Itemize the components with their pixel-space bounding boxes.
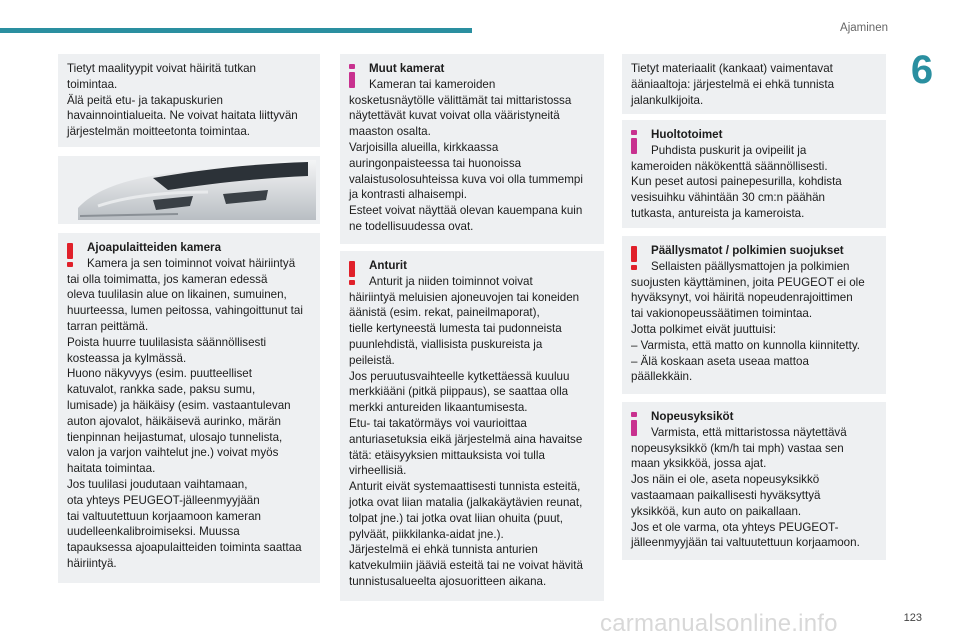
info-first-line: Puhdista puskurit ja ovipeilit ja: [651, 143, 807, 157]
materials-note: [622, 54, 886, 114]
warning-first-line: Sellaisten päällysmattojen ja polkimien: [651, 259, 850, 273]
info-icon: [627, 411, 641, 437]
info-body: kosketusnäytölle välittämät tai mittaristossa näytettävät kuvat voivat olla vääristyneitä maaston osalta. Varjoisilla alueilla, kirkkaassa auringonpaisteessa tai huonoissa valaistusolosuhteissa kuva voi olla tummempi ja kontrasti alhaisempi. Esteet voivat näyttää olevan kauempana kuin ne todellisuudessa ovat.: [349, 93, 583, 233]
speed-units-info: [622, 402, 886, 560]
warning-exclamation-icon: [345, 260, 359, 286]
warning-body: häiriintyä meluisien ajoneuvojen tai koneiden äänistä (esim. rekat, paineilmaporat), tielle kertyneestä lumesta tai pudonneista puunlehdistä, viallisista puskureista ja peileistä. Jos peruutusvaihteelle kytkettäessä kuuluu merkkiääni (pitkä piippaus), se saattaa olla merkki antureiden likaantumisesta. Etu- tai takatörmäys voi vaurioittaa anturiasetuksia eikä järjestelmä aina havaitse tätä: etäisyyksien mittauksista voi tulla virheellisiä. Anturit eivät systemaattisesti tunnista esteitä, jotka ovat liian matalia (jalkakäytävien reunat, tolpat jne.) tai jotka ovat liian ohuita (puut, pylväät, piikkilanka-aidat jne.). Järjestelmä ei ehkä tunnista anturien katvekulmiin jääviä esteitä tai ne voivat hävitä tunnistusalueelta ajosuoritteen aikana.: [349, 290, 583, 588]
warning-exclamation-icon: [627, 245, 641, 271]
warning-body: suojusten käyttäminen, joita PEUGEOT ei ole hyväksynyt, voi häiritä nopeudenrajoittimen tai vakionopeussäätimen toimintaa. Jotta polkimet eivät juuttuisi: – Varmista, että matto on kunnolla kiinnitetty. – Älä koskaan aseta useaa mattoa päällekkäin.: [631, 275, 865, 384]
camera-warning: [58, 233, 320, 583]
warning-title: Anturit: [369, 259, 407, 272]
warning-first-line: Anturit ja niiden toiminnot voivat: [369, 274, 533, 288]
header-accent-bar: [0, 28, 472, 33]
note-text: Tietyt materiaalit (kankaat) vaimentavat ääniaaltoja: järjestelmä ei ehkä tunnista jalankulkijoita.: [631, 62, 835, 107]
car-front-illustration: [58, 156, 320, 224]
info-icon: [627, 129, 641, 155]
page-number: 123: [903, 612, 922, 624]
warning-block: [67, 240, 312, 572]
info-title: Muut kamerat: [369, 62, 445, 75]
info-first-line: Varmista, että mittaristossa näytettävä: [651, 425, 847, 439]
warning-exclamation-icon: [63, 242, 77, 268]
sensors-warning: [340, 251, 604, 601]
info-title: Huoltotoimet: [651, 128, 723, 141]
maintenance-info: [622, 120, 886, 228]
other-cameras-info: [340, 54, 604, 244]
warning-title: Ajoapulaitteiden kamera: [87, 241, 222, 254]
section-title: Ajaminen: [840, 22, 888, 34]
info-icon: [345, 63, 359, 89]
info-body: nopeusyksikkö (km/h tai mph) vastaa sen maan yksikköä, jossa ajat. Jos näin ei ole, aseta nopeusyksikkö vastaamaan paikallisesti hyväksyttyä yksikköä, kun auto on paikallaan. Jos et ole varma, ota yhteys PEUGEOT- jälleenmyyjään tai valtuutettuun korjaamoon.: [631, 441, 860, 550]
warning-body: tai olla toimimatta, jos kameran edessä oleva tuulilasin alue on likainen, sumuinen, huurteessa, lumen peitossa, vahingoittunut tai tarran peittämä. Poista huurre tuulilasista säännöllisesti kosteassa ja kylmässä. Huono näkyvyys (esim. puutteelliset katuvalot, rankka sade, paksu sumu, lumisade) ja häikäisy (esim. vastaantulevan auton ajovalot, häikäisevä aurinko, märän tienpinnan heijastumat, ulosajo tunnelista, valon ja varjon vaihtelut jne.) voivat myös haitata toimintaa. Jos tuulilasi joudutaan vaihtamaan, ota yhteys PEUGEOT-jälleenmyyjään tai valtuutettuun korjaamoon kameran uudelleenkalibroimiseksi. Muussa tapauksessa ajoapulaitteiden toiminta saattaa häiriintyä.: [67, 272, 303, 570]
radar-paint-note: [58, 54, 320, 147]
warning-title: Päällysmatot / polkimien suojukset: [651, 244, 844, 257]
info-body: kameroiden näkökenttä säännöllisesti. Kun peset autosi painepesurilla, kohdista vesisuihku vähintään 30 cm:n päähän tutkasta, antureista ja kameroista.: [631, 159, 842, 220]
warning-first-line: Kamera ja sen toiminnot voivat häiriintyä: [87, 256, 296, 270]
info-first-line: Kameran tai kameroiden: [369, 77, 496, 91]
watermark: carmanualsonline.info: [600, 610, 838, 637]
note-text: Tietyt maalityypit voivat häiritä tutkan toimintaa. Älä peitä etu- ja takapuskurien havainnointialueita. Ne voivat haitata liittyvän järjestelmän moitteetonta toimintaa.: [67, 62, 298, 139]
chapter-number: 6: [910, 48, 934, 92]
floor-mats-warning: [622, 236, 886, 394]
info-title: Nopeusyksiköt: [651, 410, 734, 423]
